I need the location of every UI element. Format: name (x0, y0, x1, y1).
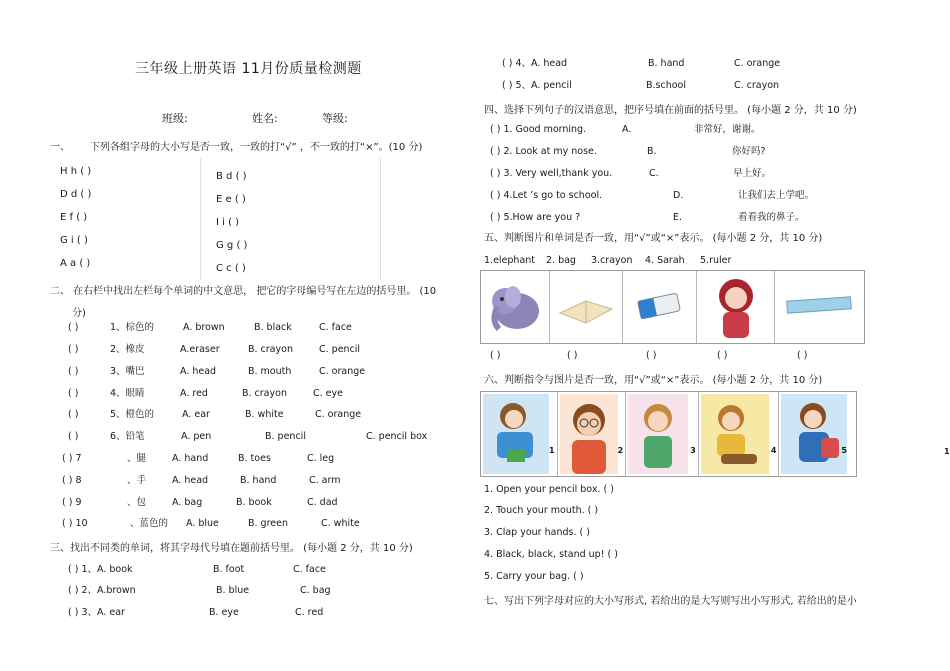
option-a: A. ear (182, 409, 210, 420)
grade-field: 等级: (322, 112, 348, 125)
option-letter: B. (647, 146, 657, 157)
option-c: C. orange (734, 58, 781, 69)
option-c: C. leg (307, 453, 335, 464)
section1-right-item: C c ( ) (216, 263, 246, 274)
stray-number: 1 (944, 447, 950, 456)
girl-clapping-picture (628, 394, 688, 474)
question-options: ( ) 4、A. head (502, 58, 568, 69)
option-a: A. red (180, 388, 208, 399)
option-c: C. face (319, 322, 352, 333)
option-b: B. blue (216, 585, 250, 596)
eraser-picture (629, 285, 689, 329)
instruction-item: 3. Clap your hands. ( ) (484, 527, 590, 538)
picture-cell (775, 271, 864, 343)
class-field: 班级: (162, 112, 188, 125)
answer-blank[interactable]: ( ) 8 (62, 475, 82, 486)
section1-right-item: E e ( ) (216, 194, 246, 205)
question-word: 2、橡皮 (110, 344, 145, 355)
book-picture (556, 283, 616, 331)
name-field: 姓名: (252, 112, 278, 125)
question-options: ( ) 2、A.brown (68, 585, 136, 596)
option-b: B. book (236, 497, 272, 508)
section1-left-item: D d ( ) (60, 189, 92, 200)
section1-number: 一、 (50, 142, 70, 153)
option-c: C. eye (313, 388, 343, 399)
instruction-item: 5. Carry your bag. ( ) (484, 571, 584, 582)
option-c: C. orange (319, 366, 366, 377)
picture-cell (626, 392, 699, 476)
answer-blank[interactable]: ( ) (646, 350, 657, 361)
option-a: A. blue (186, 518, 219, 529)
option-b: B.school (646, 80, 686, 91)
chinese-meaning: 让我们去上学吧。 (738, 190, 815, 201)
section5-picture-strip (480, 270, 865, 344)
question-word: 、蓝色的 (130, 518, 169, 529)
option-letter: D. (673, 190, 684, 201)
section3-instruction: 三、找出不同类的单词，将其字母代号填在题前括号里。 (每小题 2 分，共 10 分) (50, 543, 413, 554)
section2-instruction: 二、 在右栏中找出左栏每个单词的中文意思， 把它的字母编号写在左边的括号里。 (10 (50, 286, 437, 297)
elephant-picture (485, 277, 545, 337)
option-b: B. mouth (248, 366, 292, 377)
question-word: 4、眼睛 (110, 388, 145, 399)
answer-blank[interactable]: ( ) (68, 388, 79, 399)
option-b: B. toes (238, 453, 271, 464)
boy-glasses-picture (560, 394, 618, 474)
ruler-picture (783, 291, 855, 321)
section4-instruction: 四、选择下列句子的汉语意思，把序号填在前面的括号里。 (每小题 2 分，共 10 分) (484, 105, 857, 116)
answer-blank[interactable]: ( ) 7 (62, 453, 82, 464)
chinese-meaning: 早上好。 (733, 168, 772, 179)
answer-blank[interactable]: ( ) (567, 350, 578, 361)
option-c: C. pencil box (366, 431, 428, 442)
option-b: B. eye (209, 607, 239, 618)
picture-number: 2 (617, 446, 624, 455)
english-sentence: ( ) 4.Let ’s go to school. (490, 190, 603, 201)
option-letter: C. (649, 168, 659, 179)
section1-instruction: 下列各组字母的大小写是否一致，一致的打“√” ，不一致的打“×”。(10 分) (90, 142, 423, 153)
answer-blank[interactable]: ( ) (717, 350, 728, 361)
option-a: A. brown (183, 322, 225, 333)
section5-instruction: 五、判断图片和单词是否一致，用“√”或“×”表示。 (每小题 2 分，共 10 分) (484, 233, 823, 244)
picture-number: 1 (549, 446, 555, 455)
option-c: C. dad (307, 497, 338, 508)
picture-cell (558, 392, 627, 476)
option-c: C. pencil (319, 344, 361, 355)
word-label: 5.ruler (700, 255, 732, 266)
section1-left-item: A a ( ) (60, 258, 91, 269)
answer-blank[interactable]: ( ) (68, 366, 79, 377)
option-c: C. arm (309, 475, 341, 486)
option-c: C. bag (300, 585, 331, 596)
section1-left-item: E f ( ) (60, 212, 88, 223)
word-label: 2. bag (546, 255, 576, 266)
option-a: A.eraser (180, 344, 220, 355)
option-b: B. crayon (242, 388, 287, 399)
chinese-meaning: 看看我的鼻子。 (738, 212, 805, 223)
word-label: 3.crayon (591, 255, 633, 266)
answer-blank[interactable]: ( ) (68, 344, 79, 355)
answer-blank[interactable]: ( ) (797, 350, 808, 361)
question-word: 、腿 (127, 453, 147, 464)
instruction-item: 4. Black, black, stand up! ( ) (484, 549, 618, 560)
answer-blank[interactable]: ( ) (490, 350, 501, 361)
word-label: 4. Sarah (645, 255, 685, 266)
picture-cell (550, 271, 624, 343)
option-b: B. foot (213, 564, 245, 575)
question-word: 1、棕色的 (110, 322, 155, 333)
section6-picture-strip (480, 391, 857, 477)
option-c: C. white (321, 518, 360, 529)
question-word: 5、橙色的 (110, 409, 155, 420)
girl-picture (709, 274, 763, 340)
picture-number: 4 (770, 446, 777, 455)
chinese-meaning: 你好吗? (732, 146, 766, 157)
picture-cell (779, 392, 856, 476)
answer-blank[interactable]: ( ) 10 (62, 518, 88, 529)
section7-instruction: 七、写出下列字母对应的大小写形式, 若给出的是大写则写出小写形式, 若给出的是小 (484, 596, 857, 607)
option-b: B. crayon (248, 344, 293, 355)
option-a: A. pen (181, 431, 212, 442)
page-title: 三年级上册英语 11月份质量检测题 (135, 61, 362, 77)
section1-right-border (380, 158, 381, 280)
option-a: A. hand (172, 453, 209, 464)
option-b: B. pencil (265, 431, 306, 442)
girl-sitting-picture (701, 394, 769, 474)
option-c: C. orange (315, 409, 362, 420)
question-word: 6、铅笔 (110, 431, 145, 442)
option-c: C. red (295, 607, 324, 618)
option-b: B. green (248, 518, 288, 529)
question-options: ( ) 5、A. pencil (502, 80, 572, 91)
english-sentence: ( ) 3. Very well,thank you. (490, 168, 613, 179)
picture-cell (699, 392, 780, 476)
word-label: 1.elephant (484, 255, 536, 266)
section1-right-item: G g ( ) (216, 240, 248, 251)
picture-cell (481, 271, 550, 343)
english-sentence: ( ) 5.How are you ? (490, 212, 581, 223)
answer-blank[interactable]: ( ) (68, 431, 79, 442)
picture-number: 5 (841, 446, 847, 455)
option-letter: A. (622, 124, 632, 135)
instruction-item: 1. Open your pencil box. ( ) (484, 484, 614, 495)
boy-reading-picture (483, 394, 549, 474)
section1-right-item: B d ( ) (216, 171, 247, 182)
picture-cell (481, 392, 558, 476)
question-word: 、手 (127, 475, 147, 486)
option-b: B. white (245, 409, 284, 420)
english-sentence: ( ) 2. Look at my nose. (490, 146, 597, 157)
option-b: B. black (254, 322, 292, 333)
answer-blank[interactable]: ( ) (68, 409, 79, 420)
section1-divider (200, 158, 201, 280)
boy-bag-picture (781, 394, 847, 474)
answer-blank[interactable]: ( ) (68, 322, 79, 333)
option-letter: E. (673, 212, 683, 223)
question-word: 3、嘴巴 (110, 366, 145, 377)
option-b: B. hand (648, 58, 685, 69)
option-a: A. head (172, 475, 209, 486)
question-options: ( ) 1、A. book (68, 564, 133, 575)
option-a: A. bag (172, 497, 203, 508)
section1-left-item: G i ( ) (60, 235, 88, 246)
question-options: ( ) 3、A. ear (68, 607, 125, 618)
option-c: C. face (293, 564, 326, 575)
chinese-meaning: 非常好，谢谢。 (694, 124, 761, 135)
section1-left-item: H h ( ) (60, 166, 92, 177)
instruction-item: 2. Touch your mouth. ( ) (484, 505, 599, 516)
answer-blank[interactable]: ( ) 9 (62, 497, 82, 508)
option-a: A. head (180, 366, 217, 377)
english-sentence: ( ) 1. Good morning. (490, 124, 587, 135)
option-b: B. hand (240, 475, 277, 486)
picture-cell (623, 271, 697, 343)
picture-number: 3 (690, 446, 696, 455)
section6-instruction: 六、判断指令与图片是否一致，用“√”或“×”表示。 (每小题 2 分，共 10 分) (484, 375, 823, 386)
section1-right-item: I i ( ) (216, 217, 240, 228)
option-c: C. crayon (734, 80, 780, 91)
picture-cell (697, 271, 776, 343)
question-word: 、包 (127, 497, 147, 508)
section2-instruction-cont: 分) (72, 308, 86, 319)
